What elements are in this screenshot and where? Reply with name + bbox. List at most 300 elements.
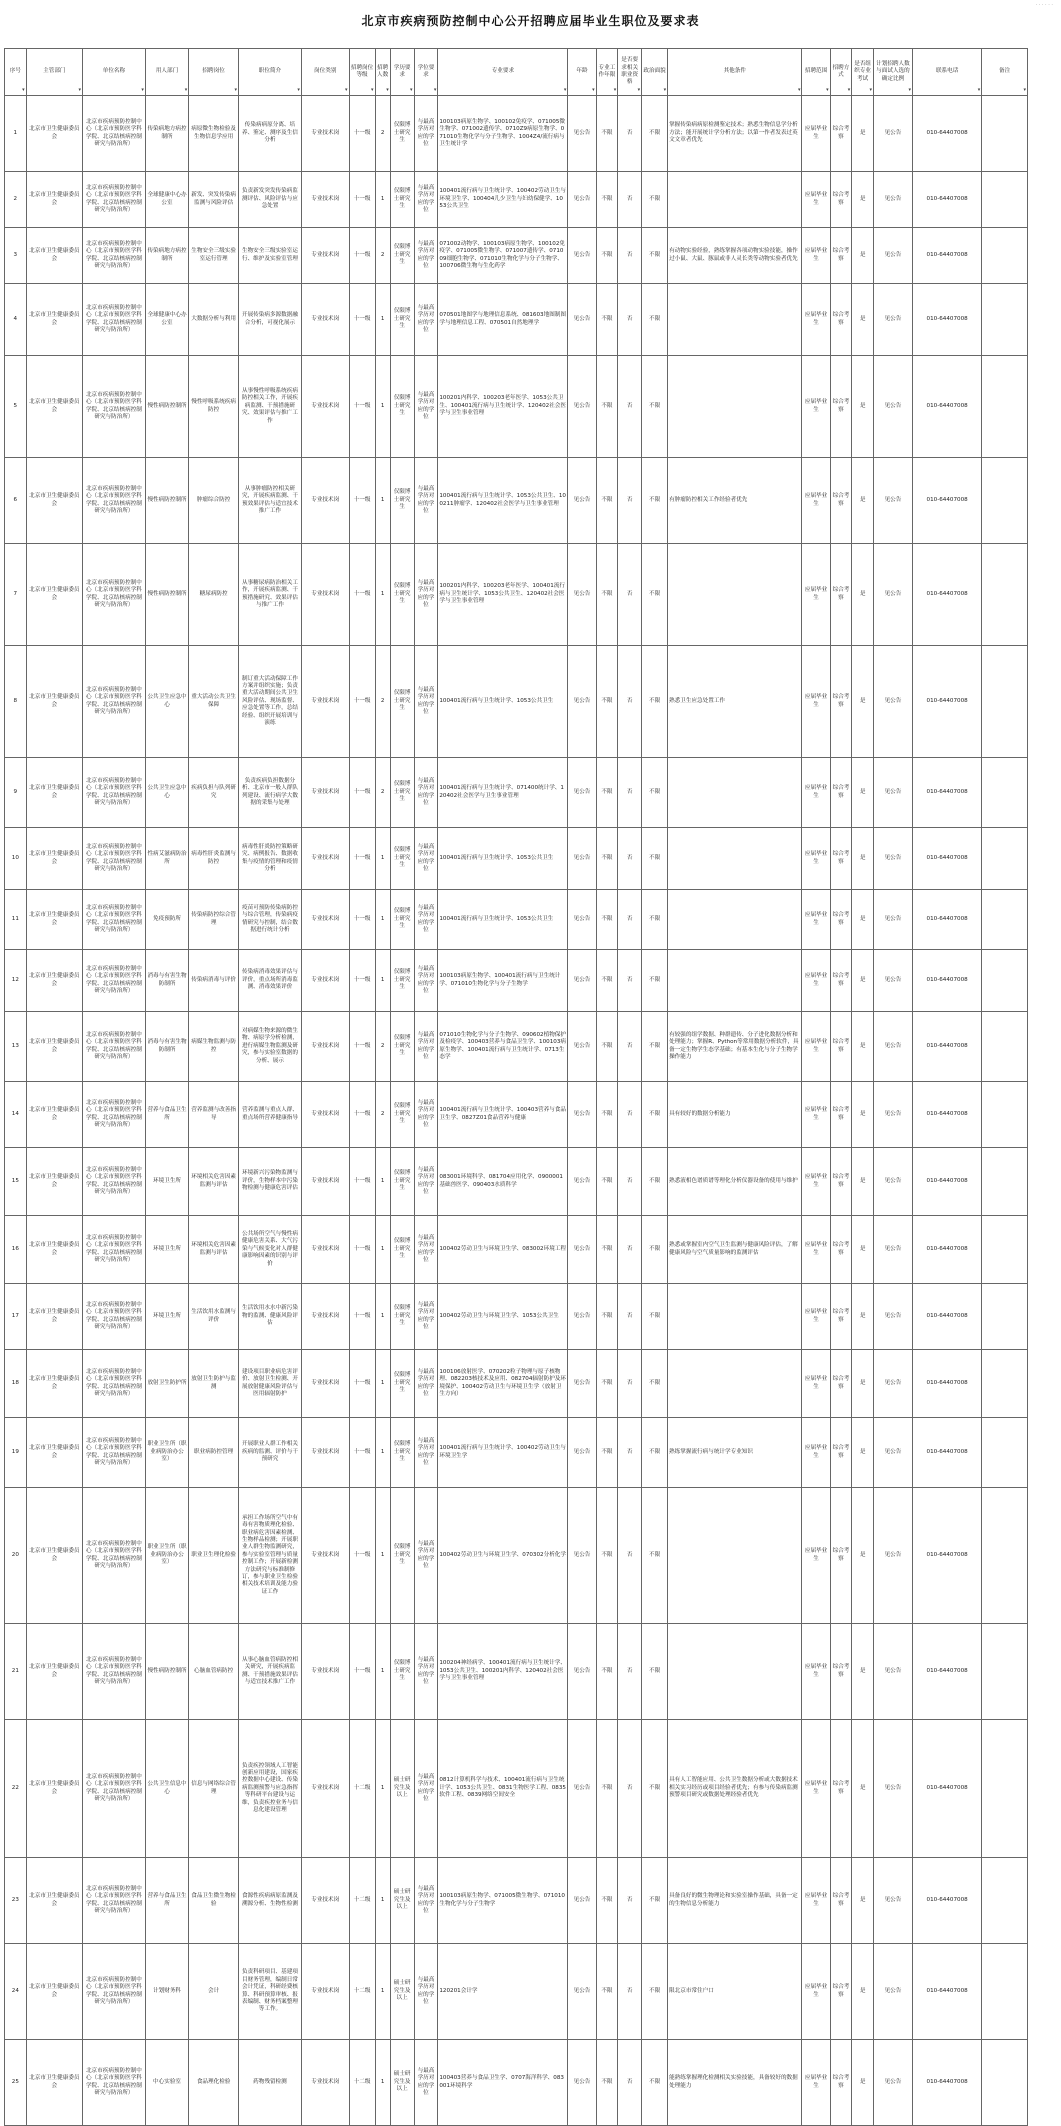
cell-method[interactable]: 综合考察 (830, 284, 852, 356)
cell-major[interactable]: 100103病原生物学、071005微生物学、071010生物化学与分子生物学 (438, 1858, 568, 1944)
cell-age[interactable]: 见公告 (568, 458, 596, 544)
cell-method[interactable]: 综合考察 (830, 1216, 852, 1284)
cell-exam[interactable]: 是 (852, 950, 874, 1012)
cell-degree[interactable]: 与最高学历对应的学位 (414, 172, 438, 228)
cell-other[interactable] (668, 356, 802, 458)
cell-post[interactable]: 传染病防控综合管理 (189, 890, 239, 950)
cell-office[interactable]: 传染病地方病控制所 (145, 96, 188, 172)
cell-office[interactable]: 慢性病防控制所 (145, 1624, 188, 1720)
cell-scope[interactable]: 应届毕业生 (802, 356, 830, 458)
cell-intro[interactable]: 负责疾病负担数据分析、北京市一般人群队列建设、流行病学大数据的采集与处理 (239, 758, 302, 828)
cell-office[interactable]: 营养与食品卫生所 (145, 1082, 188, 1148)
cell-major[interactable]: 100401流行病与卫生统计学、100403营养与食品卫生学、0827Z01食品营养与健康 (438, 1082, 568, 1148)
cell-note[interactable] (982, 1012, 1028, 1082)
cell-major[interactable]: 100103病原生物学、100401流行病与卫生统计学、071010生物化学与分子生物学 (438, 950, 568, 1012)
cell-unit[interactable]: 北京市疾病预防控制中心（北京市预防医学科学院、北京结核病控制研究与防治所） (83, 1858, 146, 1944)
cell-intro[interactable]: 负责新发突发传染病监测评估、风险评估与应急处置 (239, 172, 302, 228)
cell-degree[interactable]: 与最高学历对应的学位 (414, 356, 438, 458)
cell-level[interactable]: 十一级 (349, 172, 375, 228)
cell-cat[interactable]: 专业技术岗 (301, 1944, 349, 2040)
cell-method[interactable]: 综合考察 (830, 1720, 852, 1858)
cell-pol[interactable]: 不限 (642, 1216, 668, 1284)
cell-years[interactable]: 不限 (596, 96, 618, 172)
filter-icon[interactable]: ▾ (184, 87, 188, 94)
cell-other[interactable] (668, 172, 802, 228)
cell-note[interactable] (982, 1216, 1028, 1284)
cell-dept[interactable]: 北京市卫生健康委员会 (26, 458, 82, 544)
cell-years[interactable]: 不限 (596, 1284, 618, 1350)
cell-unit[interactable]: 北京市疾病预防控制中心（北京市预防医学科学院、北京结核病控制研究与防治所） (83, 1216, 146, 1284)
col-header[interactable]: 主管部门 ▾ (26, 49, 82, 96)
cell-years[interactable]: 不限 (596, 1624, 618, 1720)
cell-no[interactable]: 16 (5, 1216, 27, 1284)
cell-post[interactable]: 生活饮用水监测与评价 (189, 1284, 239, 1350)
cell-scope[interactable]: 应届毕业生 (802, 1488, 830, 1624)
cell-intro[interactable]: 承担工作场所空气中有毒有害物质理化检验、职业病危害因素检测、生物样品检测；开展职业人群生物监测研究，参与实验室管理与质量控制工作；开展新检测方法研究与标准制修订，参与职业卫生检验相关技术培训及能力验证工作 (239, 1488, 302, 1624)
cell-dept[interactable]: 北京市卫生健康委员会 (26, 646, 82, 758)
cell-cat[interactable]: 专业技术岗 (301, 2040, 349, 2126)
cell-scope[interactable]: 应届毕业生 (802, 544, 830, 646)
col-header[interactable]: 用人部门 ▾ (145, 49, 188, 96)
cell-edu[interactable]: 仅限博士研究生 (390, 458, 414, 544)
cell-no[interactable]: 1 (5, 96, 27, 172)
cell-age[interactable]: 见公告 (568, 1216, 596, 1284)
filter-icon[interactable]: ▾ (141, 87, 144, 94)
cell-unit[interactable]: 北京市疾病预防控制中心（北京市预防医学科学院、北京结核病控制研究与防治所） (83, 1720, 146, 1858)
cell-degree[interactable]: 与最高学历对应的学位 (414, 1858, 438, 1944)
cell-years[interactable]: 不限 (596, 1216, 618, 1284)
cell-no[interactable]: 5 (5, 356, 27, 458)
cell-unit[interactable]: 北京市疾病预防控制中心（北京市预防医学科学院、北京结核病控制研究与防治所） (83, 96, 146, 172)
cell-tel[interactable]: 010-64407008 (912, 828, 981, 890)
cell-ratio[interactable]: 见公告 (873, 96, 912, 172)
cell-intro[interactable]: 营养监测与重点人群、重点场所营养健康指导 (239, 1082, 302, 1148)
cell-post[interactable]: 职业病防控管理 (189, 1418, 239, 1488)
cell-method[interactable]: 综合考察 (830, 950, 852, 1012)
col-header[interactable]: 职位简介 ▾ (239, 49, 302, 96)
cell-note[interactable] (982, 1148, 1028, 1216)
cell-scope[interactable]: 应届毕业生 (802, 1720, 830, 1858)
cell-pol[interactable]: 不限 (642, 1720, 668, 1858)
cell-years[interactable]: 不限 (596, 284, 618, 356)
cell-ratio[interactable]: 见公告 (873, 228, 912, 284)
cell-num[interactable]: 1 (375, 950, 390, 1012)
cell-level[interactable]: 十二级 (349, 2040, 375, 2126)
cell-cat[interactable]: 专业技术岗 (301, 284, 349, 356)
cell-post[interactable]: 病媒生物监测与防控 (189, 1012, 239, 1082)
cell-level[interactable]: 十一级 (349, 828, 375, 890)
cell-dept[interactable]: 北京市卫生健康委员会 (26, 172, 82, 228)
cell-office[interactable]: 职业卫生所（职业病防治办公室） (145, 1418, 188, 1488)
cell-method[interactable]: 综合考察 (830, 1858, 852, 1944)
cell-method[interactable]: 综合考察 (830, 1082, 852, 1148)
cell-no[interactable]: 2 (5, 172, 27, 228)
cell-num[interactable]: 1 (375, 1720, 390, 1858)
cell-method[interactable]: 综合考察 (830, 96, 852, 172)
cell-num[interactable]: 1 (375, 828, 390, 890)
cell-note[interactable] (982, 1488, 1028, 1624)
cell-num[interactable]: 1 (375, 1418, 390, 1488)
cell-ratio[interactable]: 见公告 (873, 758, 912, 828)
cell-unit[interactable]: 北京市疾病预防控制中心（北京市预防医学科学院、北京结核病控制研究与防治所） (83, 228, 146, 284)
cell-tel[interactable]: 010-64407008 (912, 1418, 981, 1488)
cell-pol[interactable]: 不限 (642, 1624, 668, 1720)
cell-cert[interactable]: 否 (618, 828, 642, 890)
cell-post[interactable]: 心脑血管病防控 (189, 1624, 239, 1720)
cell-edu[interactable]: 仅限博士研究生 (390, 1418, 414, 1488)
cell-other[interactable] (668, 890, 802, 950)
cell-edu[interactable]: 仅限博士研究生 (390, 228, 414, 284)
cell-pol[interactable]: 不限 (642, 172, 668, 228)
cell-degree[interactable]: 与最高学历对应的学位 (414, 1082, 438, 1148)
cell-ratio[interactable]: 见公告 (873, 890, 912, 950)
cell-pol[interactable]: 不限 (642, 1418, 668, 1488)
cell-no[interactable]: 3 (5, 228, 27, 284)
cell-no[interactable]: 4 (5, 284, 27, 356)
cell-major[interactable]: 100401流行病与卫生统计学、100402劳动卫生与环境卫生学 (438, 1418, 568, 1488)
cell-other[interactable]: 具有较好的数据分析能力 (668, 1082, 802, 1148)
cell-edu[interactable]: 硕士研究生及以上 (390, 1720, 414, 1858)
cell-major[interactable]: 100401流行病与卫生统计学、1053公共卫生 (438, 646, 568, 758)
cell-other[interactable] (668, 828, 802, 890)
cell-level[interactable]: 十一级 (349, 1350, 375, 1418)
cell-ratio[interactable]: 见公告 (873, 284, 912, 356)
cell-dept[interactable]: 北京市卫生健康委员会 (26, 828, 82, 890)
cell-scope[interactable]: 应届毕业生 (802, 172, 830, 228)
cell-exam[interactable]: 是 (852, 646, 874, 758)
cell-age[interactable]: 见公告 (568, 950, 596, 1012)
cell-note[interactable] (982, 2040, 1028, 2126)
cell-edu[interactable]: 仅限博士研究生 (390, 1350, 414, 1418)
cell-edu[interactable]: 硕士研究生及以上 (390, 1858, 414, 1944)
cell-cert[interactable]: 否 (618, 950, 642, 1012)
cell-unit[interactable]: 北京市疾病预防控制中心（北京市预防医学科学院、北京结核病控制研究与防治所） (83, 1082, 146, 1148)
cell-age[interactable]: 见公告 (568, 544, 596, 646)
cell-no[interactable]: 17 (5, 1284, 27, 1350)
cell-cert[interactable]: 否 (618, 544, 642, 646)
cell-tel[interactable]: 010-64407008 (912, 1944, 981, 2040)
cell-note[interactable] (982, 356, 1028, 458)
cell-tel[interactable]: 010-64407008 (912, 284, 981, 356)
cell-edu[interactable]: 仅限博士研究生 (390, 96, 414, 172)
cell-intro[interactable]: 从事慢性呼吸系统疾病防控相关工作，开展疾病监测、干预措施研究、效果评估与推广工作 (239, 356, 302, 458)
cell-intro[interactable]: 生活饮用水水中新污染物的监测、健康风险评估 (239, 1284, 302, 1350)
cell-age[interactable]: 见公告 (568, 1858, 596, 1944)
cell-degree[interactable]: 与最高学历对应的学位 (414, 890, 438, 950)
cell-intro[interactable]: 药物残留检测 (239, 2040, 302, 2126)
cell-office[interactable]: 全球健康中心办公室 (145, 284, 188, 356)
cell-cat[interactable]: 专业技术岗 (301, 758, 349, 828)
cell-degree[interactable]: 与最高学历对应的学位 (414, 1418, 438, 1488)
cell-scope[interactable]: 应届毕业生 (802, 890, 830, 950)
cell-cat[interactable]: 专业技术岗 (301, 1720, 349, 1858)
cell-num[interactable]: 1 (375, 544, 390, 646)
cell-scope[interactable]: 应届毕业生 (802, 1350, 830, 1418)
filter-icon[interactable]: ▾ (345, 87, 348, 94)
cell-no[interactable]: 23 (5, 1858, 27, 1944)
cell-age[interactable]: 见公告 (568, 1148, 596, 1216)
cell-level[interactable]: 十一级 (349, 1082, 375, 1148)
cell-degree[interactable]: 与最高学历对应的学位 (414, 284, 438, 356)
cell-no[interactable]: 25 (5, 2040, 27, 2126)
cell-other[interactable] (668, 950, 802, 1012)
cell-cert[interactable]: 否 (618, 284, 642, 356)
filter-icon[interactable]: ▾ (663, 87, 667, 94)
cell-tel[interactable]: 010-64407008 (912, 1488, 981, 1624)
cell-tel[interactable]: 010-64407008 (912, 458, 981, 544)
cell-scope[interactable]: 应届毕业生 (802, 828, 830, 890)
col-header[interactable]: 专业工作年限 ▾ (596, 49, 618, 96)
col-header[interactable]: 学历要求 ▾ (390, 49, 414, 96)
cell-other[interactable] (668, 1624, 802, 1720)
cell-dept[interactable]: 北京市卫生健康委员会 (26, 758, 82, 828)
cell-office[interactable]: 公共卫生应急中心 (145, 646, 188, 758)
cell-pol[interactable]: 不限 (642, 96, 668, 172)
cell-pol[interactable]: 不限 (642, 1944, 668, 2040)
filter-icon[interactable]: ▾ (797, 87, 801, 94)
cell-age[interactable]: 见公告 (568, 96, 596, 172)
cell-cert[interactable]: 否 (618, 172, 642, 228)
cell-post[interactable]: 病原微生物检验及生物信息学应用 (189, 96, 239, 172)
cell-no[interactable]: 19 (5, 1418, 27, 1488)
cell-no[interactable]: 8 (5, 646, 27, 758)
col-header[interactable]: 计划招聘人数与面试人选的确定比例 ▾ (873, 49, 912, 96)
cell-office[interactable]: 环境卫生所 (145, 1216, 188, 1284)
cell-cat[interactable]: 专业技术岗 (301, 356, 349, 458)
cell-scope[interactable]: 应届毕业生 (802, 228, 830, 284)
cell-dept[interactable]: 北京市卫生健康委员会 (26, 544, 82, 646)
cell-tel[interactable]: 010-64407008 (912, 758, 981, 828)
cell-intro[interactable]: 公共场所空气与慢性病健康危害关系、大气污染与气候变化对人群健康影响因素的识别与评价 (239, 1216, 302, 1284)
filter-icon[interactable]: ▾ (22, 87, 25, 94)
cell-major[interactable]: 100402劳动卫生与环境卫生学、070302分析化学 (438, 1488, 568, 1624)
cell-method[interactable]: 综合考察 (830, 1624, 852, 1720)
cell-cert[interactable]: 否 (618, 96, 642, 172)
cell-exam[interactable]: 是 (852, 758, 874, 828)
filter-icon[interactable]: ▾ (371, 87, 374, 94)
col-header[interactable]: 招聘方式 ▾ (830, 49, 852, 96)
cell-pol[interactable]: 不限 (642, 1284, 668, 1350)
cell-tel[interactable]: 010-64407008 (912, 1350, 981, 1418)
cell-cat[interactable]: 专业技术岗 (301, 1858, 349, 1944)
cell-tel[interactable]: 010-64407008 (912, 1720, 981, 1858)
cell-dept[interactable]: 北京市卫生健康委员会 (26, 1858, 82, 1944)
cell-post[interactable]: 糖尿病防控 (189, 544, 239, 646)
cell-num[interactable]: 2 (375, 96, 390, 172)
cell-level[interactable]: 十一级 (349, 1624, 375, 1720)
cell-no[interactable]: 15 (5, 1148, 27, 1216)
cell-tel[interactable]: 010-64407008 (912, 356, 981, 458)
cell-cert[interactable]: 否 (618, 890, 642, 950)
cell-edu[interactable]: 仅限博士研究生 (390, 950, 414, 1012)
cell-age[interactable]: 见公告 (568, 1082, 596, 1148)
cell-tel[interactable]: 010-64407008 (912, 96, 981, 172)
cell-cat[interactable]: 专业技术岗 (301, 96, 349, 172)
filter-icon[interactable]: ▾ (297, 87, 300, 94)
cell-num[interactable]: 2 (375, 758, 390, 828)
cell-unit[interactable]: 北京市疾病预防控制中心（北京市预防医学科学院、北京结核病控制研究与防治所） (83, 458, 146, 544)
cell-unit[interactable]: 北京市疾病预防控制中心（北京市预防医学科学院、北京结核病控制研究与防治所） (83, 2040, 146, 2126)
cell-exam[interactable]: 是 (852, 1284, 874, 1350)
filter-icon[interactable]: ▾ (1023, 87, 1026, 94)
cell-cert[interactable]: 否 (618, 1720, 642, 1858)
cell-method[interactable]: 综合考察 (830, 458, 852, 544)
cell-note[interactable] (982, 890, 1028, 950)
cell-edu[interactable]: 仅限博士研究生 (390, 172, 414, 228)
cell-age[interactable]: 见公告 (568, 758, 596, 828)
cell-edu[interactable]: 仅限博士研究生 (390, 890, 414, 950)
cell-cat[interactable]: 专业技术岗 (301, 828, 349, 890)
cell-pol[interactable]: 不限 (642, 228, 668, 284)
cell-note[interactable] (982, 1720, 1028, 1858)
cell-scope[interactable]: 应届毕业生 (802, 1148, 830, 1216)
cell-tel[interactable]: 010-64407008 (912, 2040, 981, 2126)
cell-num[interactable]: 1 (375, 1350, 390, 1418)
cell-post[interactable]: 放射卫生防护与监测 (189, 1350, 239, 1418)
cell-pol[interactable]: 不限 (642, 1082, 668, 1148)
cell-exam[interactable]: 是 (852, 1148, 874, 1216)
cell-num[interactable]: 1 (375, 284, 390, 356)
col-header[interactable]: 招聘范围 ▾ (802, 49, 830, 96)
cell-major[interactable]: 100401流行病与卫生统计学、1053公共卫生 (438, 890, 568, 950)
filter-icon[interactable]: ▾ (234, 87, 238, 94)
filter-icon[interactable]: ▾ (977, 87, 981, 94)
cell-num[interactable]: 2 (375, 1082, 390, 1148)
cell-note[interactable] (982, 96, 1028, 172)
cell-post[interactable]: 新发、突发传染病监测与风险评估 (189, 172, 239, 228)
col-header[interactable]: 备注 ▾ (982, 49, 1028, 96)
cell-edu[interactable]: 仅限博士研究生 (390, 1082, 414, 1148)
cell-tel[interactable]: 010-64407008 (912, 228, 981, 284)
cell-cat[interactable]: 专业技术岗 (301, 950, 349, 1012)
cell-scope[interactable]: 应届毕业生 (802, 96, 830, 172)
cell-note[interactable] (982, 172, 1028, 228)
cell-ratio[interactable]: 见公告 (873, 950, 912, 1012)
cell-no[interactable]: 21 (5, 1624, 27, 1720)
cell-major[interactable]: 100204神经病学、100401流行病与卫生统计学、1053公共卫生、100201内科学、120402社会医学与卫生事业管理 (438, 1624, 568, 1720)
col-header[interactable]: 学位要求 ▾ (414, 49, 438, 96)
cell-age[interactable]: 见公告 (568, 1624, 596, 1720)
cell-scope[interactable]: 应届毕业生 (802, 1012, 830, 1082)
cell-other[interactable] (668, 544, 802, 646)
cell-degree[interactable]: 与最高学历对应的学位 (414, 646, 438, 758)
cell-major[interactable]: 100401流行病与卫生统计学、1053公共卫生、100211肿瘤学、120402社会医学与卫生事业管理 (438, 458, 568, 544)
filter-icon[interactable]: ▾ (637, 87, 641, 94)
cell-dept[interactable]: 北京市卫生健康委员会 (26, 356, 82, 458)
cell-cat[interactable]: 专业技术岗 (301, 1284, 349, 1350)
cell-age[interactable]: 见公告 (568, 172, 596, 228)
cell-unit[interactable]: 北京市疾病预防控制中心（北京市预防医学科学院、北京结核病控制研究与防治所） (83, 890, 146, 950)
cell-method[interactable]: 综合考察 (830, 356, 852, 458)
cell-years[interactable]: 不限 (596, 1012, 618, 1082)
cell-num[interactable]: 1 (375, 1944, 390, 2040)
cell-post[interactable]: 慢性呼吸系统疾病防控 (189, 356, 239, 458)
col-header[interactable]: 政治面貌 ▾ (642, 49, 668, 96)
cell-tel[interactable]: 010-64407008 (912, 1216, 981, 1284)
cell-edu[interactable]: 仅限博士研究生 (390, 758, 414, 828)
filter-icon[interactable]: ▾ (563, 87, 567, 94)
cell-degree[interactable]: 与最高学历对应的学位 (414, 2040, 438, 2126)
cell-cat[interactable]: 专业技术岗 (301, 1148, 349, 1216)
cell-degree[interactable]: 与最高学历对应的学位 (414, 1148, 438, 1216)
cell-age[interactable]: 见公告 (568, 890, 596, 950)
cell-scope[interactable]: 应届毕业生 (802, 950, 830, 1012)
cell-exam[interactable]: 是 (852, 1012, 874, 1082)
filter-icon[interactable]: ▾ (410, 87, 413, 94)
cell-years[interactable]: 不限 (596, 890, 618, 950)
cell-intro[interactable]: 疫苗可预防传染病防控与综合管理，传染病疫情研究与控制，结合数据进行统计分析 (239, 890, 302, 950)
cell-unit[interactable]: 北京市疾病预防控制中心（北京市预防医学科学院、北京结核病控制研究与防治所） (83, 646, 146, 758)
cell-edu[interactable]: 仅限博士研究生 (390, 1284, 414, 1350)
cell-cat[interactable]: 专业技术岗 (301, 1624, 349, 1720)
cell-edu[interactable]: 仅限博士研究生 (390, 828, 414, 890)
cell-office[interactable]: 全球健康中心办公室 (145, 172, 188, 228)
cell-level[interactable]: 十一级 (349, 356, 375, 458)
cell-degree[interactable]: 与最高学历对应的学位 (414, 1944, 438, 2040)
cell-exam[interactable]: 是 (852, 172, 874, 228)
cell-office[interactable]: 慢性病防控制所 (145, 356, 188, 458)
cell-no[interactable]: 12 (5, 950, 27, 1012)
cell-edu[interactable]: 仅限博士研究生 (390, 1488, 414, 1624)
cell-intro[interactable]: 环境新兴污染物监测与评价，生物样本中污染物检测与健康危害评估 (239, 1148, 302, 1216)
cell-degree[interactable]: 与最高学历对应的学位 (414, 544, 438, 646)
cell-age[interactable]: 见公告 (568, 1350, 596, 1418)
cell-age[interactable]: 见公告 (568, 1944, 596, 2040)
cell-num[interactable]: 1 (375, 1488, 390, 1624)
cell-intro[interactable]: 病毒性肝炎防控策略研究、病例报告、数据收集与疫情的管理和疫情分析 (239, 828, 302, 890)
cell-major[interactable]: 070501地图学与地理信息系统、081603地图制图学与地理信息工程、070501自然地理学 (438, 284, 568, 356)
cell-age[interactable]: 见公告 (568, 356, 596, 458)
cell-age[interactable]: 见公告 (568, 646, 596, 758)
cell-level[interactable]: 十二级 (349, 1720, 375, 1858)
cell-cert[interactable]: 否 (618, 1944, 642, 2040)
col-header[interactable]: 年龄 ▾ (568, 49, 596, 96)
cell-years[interactable]: 不限 (596, 758, 618, 828)
cell-edu[interactable]: 仅限博士研究生 (390, 544, 414, 646)
cell-exam[interactable]: 是 (852, 1082, 874, 1148)
cell-post[interactable]: 病毒性肝炎监测与防控 (189, 828, 239, 890)
cell-num[interactable]: 1 (375, 1284, 390, 1350)
cell-edu[interactable]: 仅限博士研究生 (390, 1624, 414, 1720)
cell-intro[interactable]: 从事糖尿病防治相关工作，开展疾病监测、干预措施研究、效果评估与推广工作 (239, 544, 302, 646)
cell-unit[interactable]: 北京市疾病预防控制中心（北京市预防医学科学院、北京结核病控制研究与防治所） (83, 356, 146, 458)
cell-dept[interactable]: 北京市卫生健康委员会 (26, 1488, 82, 1624)
cell-other[interactable]: 熟悉液相色谱质谱等理化分析仪器设备的使用与维护 (668, 1148, 802, 1216)
cell-intro[interactable]: 传染病病原分离、培养、鉴定、测序及生信分析 (239, 96, 302, 172)
cell-scope[interactable]: 应届毕业生 (802, 1216, 830, 1284)
cell-exam[interactable]: 是 (852, 1858, 874, 1944)
cell-office[interactable]: 慢性病防控制所 (145, 458, 188, 544)
cell-method[interactable]: 综合考察 (830, 1284, 852, 1350)
cell-post[interactable]: 疾病负担与队列研究 (189, 758, 239, 828)
cell-post[interactable]: 食品卫生微生物检验 (189, 1858, 239, 1944)
cell-age[interactable]: 见公告 (568, 1720, 596, 1858)
filter-icon[interactable]: ▾ (869, 87, 872, 94)
cell-tel[interactable]: 010-64407008 (912, 1082, 981, 1148)
cell-post[interactable]: 会计 (189, 1944, 239, 2040)
cell-level[interactable]: 十一级 (349, 646, 375, 758)
cell-note[interactable] (982, 1418, 1028, 1488)
cell-method[interactable]: 综合考察 (830, 1148, 852, 1216)
cell-ratio[interactable]: 见公告 (873, 2040, 912, 2126)
cell-ratio[interactable]: 见公告 (873, 356, 912, 458)
cell-office[interactable]: 营养与食品卫生所 (145, 1858, 188, 1944)
cell-exam[interactable]: 是 (852, 458, 874, 544)
cell-dept[interactable]: 北京市卫生健康委员会 (26, 1284, 82, 1350)
cell-pol[interactable]: 不限 (642, 1858, 668, 1944)
cell-num[interactable]: 1 (375, 890, 390, 950)
cell-ratio[interactable]: 见公告 (873, 544, 912, 646)
